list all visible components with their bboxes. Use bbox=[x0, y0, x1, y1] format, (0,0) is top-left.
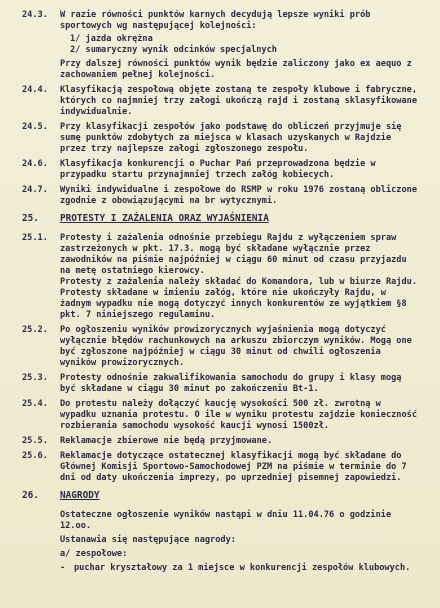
section-25-4 bbox=[0, 399, 440, 432]
section-number: 25.5. bbox=[22, 436, 48, 446]
awards-team-label: a/ zespołowe: bbox=[60, 549, 128, 559]
section-number: 25.2. bbox=[22, 325, 48, 335]
heading-number: 25. bbox=[22, 213, 39, 224]
heading-section-26 bbox=[0, 490, 440, 502]
heading-number: 26. bbox=[22, 490, 39, 501]
heading-section-25 bbox=[0, 213, 440, 225]
section-text-extra: Protesty z zażalenia należy składać do Komandora, lub w biurze Rajdu. Protesty składane w imieniu załóg, które nie ukończyły Rajdu, w żadnym wypadku nie mogą dotyczyć innych konkurentów ze wyjątkiem §8 pkt. 7 niniejszego regulaminu. bbox=[60, 277, 417, 320]
award-item bbox=[0, 563, 440, 574]
section-text-extra: Przy dalszej równości punktów wynik będzie zaliczony jako ex aequo z zachowaniem pełnej kolejności. bbox=[60, 59, 412, 80]
section-text: Klasyfikacja konkurencji o Puchar Pań przeprowadzona będzie w przypadku startu przynajmniej trzech załóg kobiecych. bbox=[60, 159, 376, 180]
section-text: Klasyfikacją zespołową objęte zostaną te zespoły klubowe i fabryczne, których co najmniej trzy załogi ukończą rajd i zostaną sklasyfikowane indywidualnie. bbox=[60, 85, 417, 117]
section-number: 24.5. bbox=[22, 122, 48, 132]
section-24-6 bbox=[0, 159, 440, 181]
heading-title: PROTESTY I ZAŻALENIA ORAZ WYJAŚNIENIA bbox=[60, 213, 269, 224]
section-number: 25.4. bbox=[22, 399, 48, 409]
section-25-6 bbox=[0, 451, 440, 484]
section-number: 24.7. bbox=[22, 185, 48, 195]
section-text: Protesty odnośnie zakwalifikowania samochodu do grupy i klasy mogą być składane w ciągu 30 minut po zakończeniu Bt-1. bbox=[60, 373, 402, 394]
criteria-list bbox=[60, 34, 418, 56]
section-24-4 bbox=[0, 85, 440, 118]
list-item: 1/ jazda okrężna bbox=[70, 34, 153, 44]
bullet-dash: - bbox=[60, 563, 66, 573]
section-24-5 bbox=[0, 122, 440, 155]
section-25-5 bbox=[0, 436, 440, 447]
section-number: 24.3. bbox=[22, 10, 48, 20]
section-number: 25.1. bbox=[22, 233, 48, 243]
section-24-7 bbox=[0, 185, 440, 207]
list-item: 2/ sumaryczny wynik odcinków specjalnych bbox=[70, 45, 277, 55]
section-number: 25.6. bbox=[22, 451, 48, 461]
section-text: Do protestu należy dołączyć kaucję wysokości 500 zł. zwrotną w wypadku uznania protestu. O ile w wyniku protestu zajdzie konieczność rozbierania samochodu wysokość kaucji wynosi 1500zł. bbox=[60, 399, 417, 431]
section-number: 25.3. bbox=[22, 373, 48, 383]
section-text: W razie równości punktów karnych decydują lepsze wyniki prób sportowych wg następującej kolejności: bbox=[60, 10, 371, 31]
heading-title: NAGRODY bbox=[60, 490, 100, 501]
results-announcement: Ostateczne ogłoszenie wyników nastąpi w dniu 11.04.76 o godzinie 12.oo. bbox=[60, 510, 392, 531]
section-text: Reklamacje dotyczące ostatecznej klasyfikacji mogą być składane do Głównej Komisji Sportowo-Samochodowej PZM na piśmie w terminie do 7 dni od daty ukończenia imprezy, po uprzedniej pisemnej zapowiedzi. bbox=[60, 451, 407, 483]
section-number: 24.6. bbox=[22, 159, 48, 169]
section-text: Reklamacje zbierowe nie będą przyjmowane. bbox=[60, 436, 273, 446]
section-24-3 bbox=[0, 10, 440, 81]
section-text: Po ogłoszeniu wyników prowizorycznych wyjaśnienia mogą dotyczyć wyłącznie błędów rachunkowych na arkuszu zbiorczym wyników. Mogą one być zgłoszone najpóźniej w ciągu 30 minut od chwili ogłoszenia wyników prowizorycznych. bbox=[60, 325, 412, 368]
section-number: 24.4. bbox=[22, 85, 48, 95]
section-25-1 bbox=[0, 233, 440, 321]
award-text: puchar kryształowy za 1 miejsce w konkurencji zespołów klubowych. bbox=[74, 563, 411, 573]
section-25-2 bbox=[0, 325, 440, 369]
section-text: Przy klasyfikacji zespołów jako podstawę do obliczeń przyjmuje się sumę punktów zdobytych za miejsca w klasach uzyskanych w Rajdzie przez trzy najlepsze załogi zgłoszonego zespołu. bbox=[60, 122, 402, 154]
section-text: Protesty i zażalenia odnośnie przebiegu Rajdu z wyłączeniem spraw zastrzeżonych w pkt. 17.3. mogą być składane wyłącznie przez zawodników na piśmie najpóźniej w ciągu 60 minut od czasu przyjazdu na metę ostatniego kierowcy. bbox=[60, 233, 407, 276]
section-text: Wyniki indywidualne i zespołowe do RSMP w roku 1976 zostaną obliczone zgodnie z obowiązującymi na br wytycznymi. bbox=[60, 185, 417, 206]
section-25-3 bbox=[0, 373, 440, 395]
awards-intro: Ustanawia się następujące nagrody: bbox=[60, 535, 236, 545]
